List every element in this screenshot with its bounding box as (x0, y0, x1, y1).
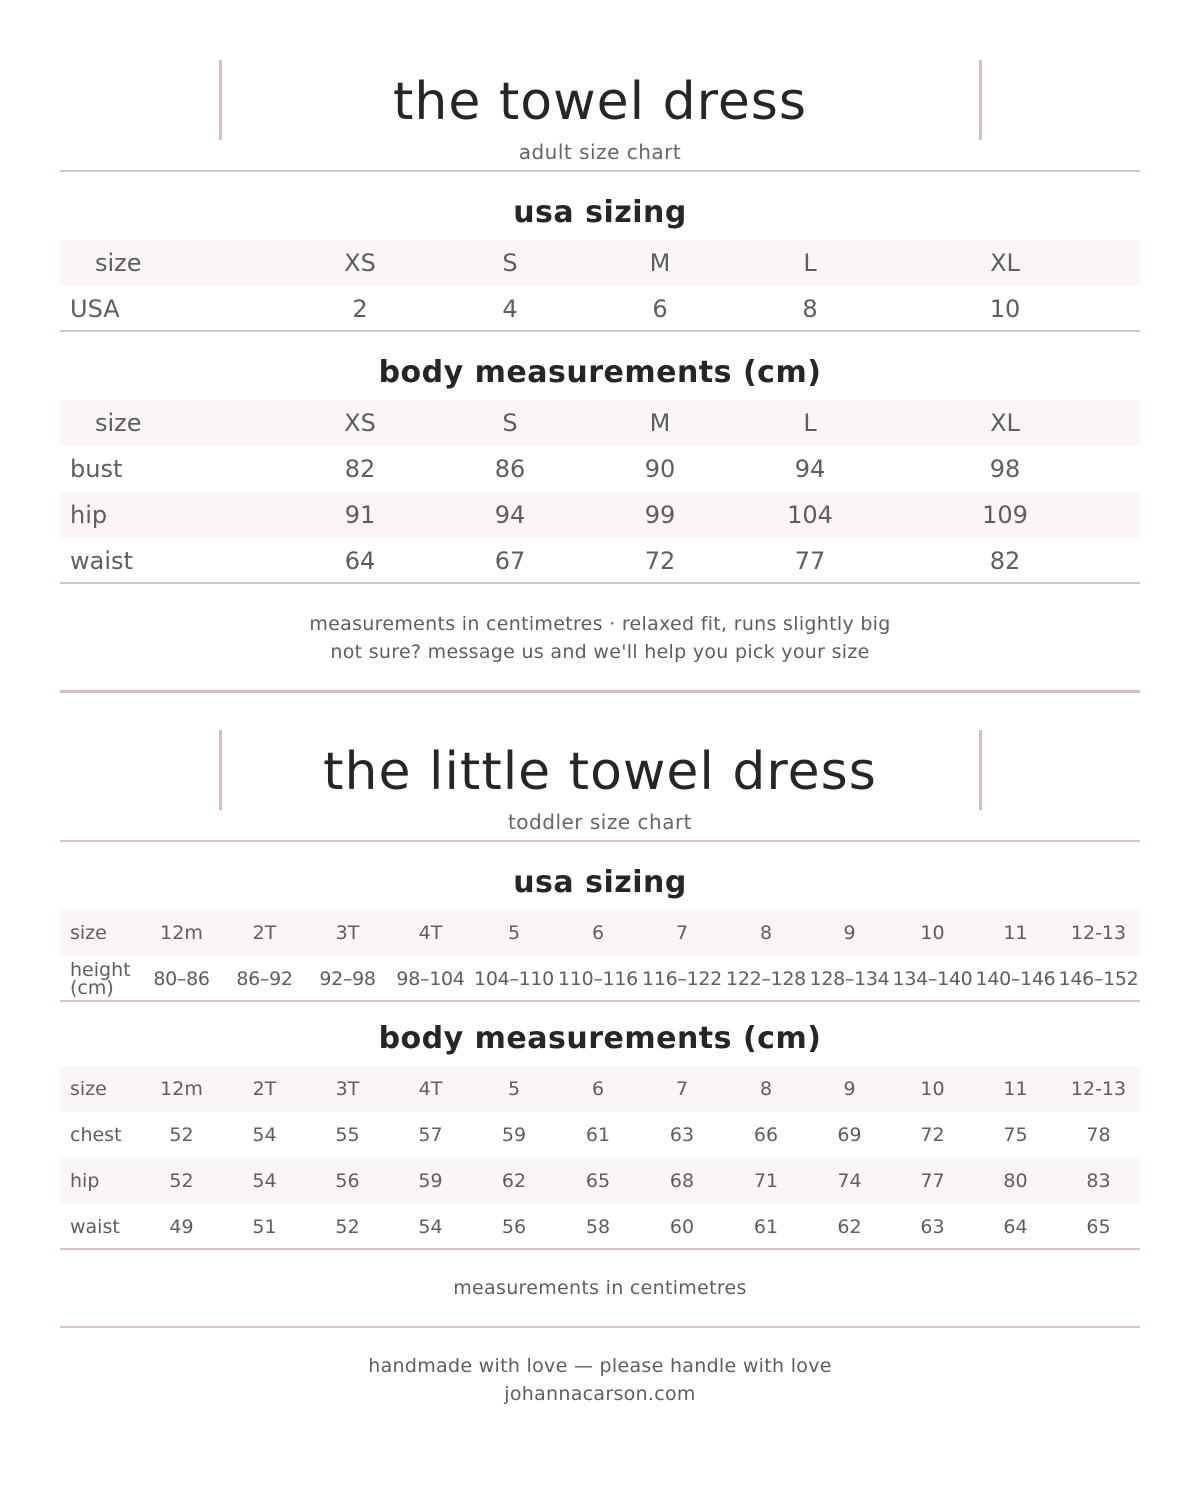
adult-subtitle: adult size chart (518, 140, 682, 164)
adult-usa-heading: usa sizing (513, 195, 687, 230)
table-cell: bust (70, 455, 123, 483)
table-header-row (60, 240, 1140, 286)
divider (60, 1248, 1140, 1250)
table-cell: 12-13 (1057, 910, 1140, 956)
table-cell: 64 (344, 547, 376, 575)
toddler-notes (60, 1274, 1140, 1302)
table-cell: 116–122 (642, 968, 722, 990)
table-cell: 67 (494, 547, 526, 575)
table-cell: 65 (1086, 1216, 1111, 1238)
table-row (60, 1158, 1140, 1204)
table-cell: 5 (472, 910, 556, 956)
section-divider (60, 690, 1140, 693)
table-cell: 62 (472, 1158, 556, 1204)
divider (60, 840, 1140, 842)
table-cell: 90 (644, 455, 676, 483)
table-cell: 69 (837, 1124, 862, 1146)
divider (60, 170, 1140, 172)
adult-note-line: not sure? message us and we'll help you pick your size (330, 641, 870, 663)
toddler-header (60, 742, 1140, 834)
table-cell: 63 (920, 1216, 945, 1238)
table-cell: 63 (669, 1124, 695, 1146)
table-cell: 2 (352, 295, 368, 323)
table-cell: waist (70, 547, 133, 575)
divider (60, 1326, 1140, 1328)
table-header-row (60, 1066, 1140, 1112)
adult-usa-table (60, 240, 1140, 332)
table-cell: 58 (585, 1216, 611, 1238)
table-cell: 99 (570, 492, 750, 538)
table-cell: 92–98 (319, 968, 376, 990)
table-cell: 57 (418, 1124, 443, 1146)
table-cell: 80–86 (153, 968, 210, 990)
table-cell: size (60, 240, 270, 286)
table-cell: 59 (501, 1124, 527, 1146)
table-cell: USA (70, 295, 120, 323)
table-cell: L (750, 240, 870, 286)
table-cell: 77 (891, 1158, 974, 1204)
table-cell: M (570, 240, 750, 286)
table-cell: 6 (556, 1066, 640, 1112)
table-row (60, 956, 1140, 1002)
table-cell: size (60, 400, 270, 446)
table-cell: 2T (223, 910, 306, 956)
table-header-row (60, 910, 1140, 956)
table-cell: size (60, 1066, 140, 1112)
table-cell: 54 (418, 1216, 443, 1238)
table-cell: 109 (870, 492, 1140, 538)
table-cell: 55 (335, 1124, 360, 1146)
toddler-note-line: measurements in centimetres (453, 1277, 747, 1299)
adult-body-table (60, 400, 1140, 584)
table-cell: 59 (389, 1158, 472, 1204)
table-cell: 86–92 (236, 968, 293, 990)
table-cell: 54 (252, 1124, 277, 1146)
table-cell: 56 (306, 1158, 389, 1204)
adult-notes (60, 610, 1140, 666)
table-cell: L (750, 400, 870, 446)
table-cell: 91 (270, 492, 450, 538)
table-cell: 104 (750, 492, 870, 538)
toddler-body-table (60, 1066, 1140, 1250)
table-header-row (60, 400, 1140, 446)
table-cell: M (570, 400, 750, 446)
table-cell: 11 (974, 1066, 1057, 1112)
toddler-subtitle: toddler size chart (507, 810, 693, 834)
table-cell: 52 (140, 1158, 223, 1204)
table-cell: 4T (389, 910, 472, 956)
table-cell: 72 (920, 1124, 945, 1146)
table-row (60, 492, 1140, 538)
table-cell: 9 (808, 1066, 891, 1112)
toddler-usa-table (60, 910, 1140, 1002)
table-cell: 54 (223, 1158, 306, 1204)
divider (60, 582, 1140, 584)
table-cell: 52 (169, 1124, 194, 1146)
table-cell: 66 (753, 1124, 779, 1146)
table-row (60, 1204, 1140, 1250)
table-cell: 7 (640, 910, 724, 956)
table-cell: 10 (891, 1066, 974, 1112)
table-cell: XS (270, 240, 450, 286)
table-cell: 12-13 (1057, 1066, 1140, 1112)
table-cell: 9 (808, 910, 891, 956)
table-cell: 80 (974, 1158, 1057, 1204)
adult-title: the towel dress (393, 72, 807, 132)
table-cell: 60 (669, 1216, 695, 1238)
table-cell: S (450, 400, 570, 446)
table-cell: 110–116 (558, 968, 638, 990)
toddler-usa-heading: usa sizing (513, 865, 687, 900)
table-row (60, 286, 1140, 332)
table-cell: 6 (652, 295, 668, 323)
table-row (60, 1112, 1140, 1158)
table-cell: 61 (753, 1216, 779, 1238)
table-cell: 4 (502, 295, 518, 323)
table-cell: 52 (335, 1216, 360, 1238)
table-cell: 71 (724, 1158, 808, 1204)
table-cell: 10 (989, 295, 1021, 323)
table-cell: 2T (223, 1066, 306, 1112)
table-cell: 8 (724, 910, 808, 956)
table-cell: 10 (891, 910, 974, 956)
table-cell: XS (270, 400, 450, 446)
table-cell: waist (70, 1216, 120, 1238)
table-cell: 146–152 (1058, 968, 1139, 990)
footer-tagline: handmade with love — please handle with love (368, 1355, 832, 1377)
toddler-body-heading: body measurements (cm) (378, 1021, 822, 1056)
table-cell: 3T (306, 1066, 389, 1112)
table-cell: 82 (344, 455, 376, 483)
table-cell: 8 (724, 1066, 808, 1112)
table-cell: 3T (306, 910, 389, 956)
table-cell: 5 (472, 1066, 556, 1112)
table-cell: 140–146 (975, 968, 1056, 990)
table-cell: 98 (989, 455, 1021, 483)
table-cell: chest (70, 1124, 122, 1146)
table-cell: 12m (140, 910, 223, 956)
table-cell: 65 (556, 1158, 640, 1204)
table-cell: 78 (1086, 1124, 1111, 1146)
table-cell: 61 (585, 1124, 611, 1146)
table-cell: 72 (644, 547, 676, 575)
table-cell: 77 (794, 547, 826, 575)
table-cell: XL (870, 240, 1140, 286)
table-cell: 4T (389, 1066, 472, 1112)
table-cell: 82 (989, 547, 1021, 575)
table-cell: 8 (802, 295, 818, 323)
table-cell: 51 (252, 1216, 277, 1238)
divider (60, 330, 1140, 332)
table-cell: 122–128 (726, 968, 806, 990)
table-cell: 56 (501, 1216, 527, 1238)
table-cell: 68 (640, 1158, 724, 1204)
table-cell: XL (870, 400, 1140, 446)
table-row (60, 538, 1140, 584)
table-cell: 75 (1003, 1124, 1028, 1146)
footer (60, 1352, 1140, 1408)
table-cell: 62 (837, 1216, 862, 1238)
table-cell: 128–134 (809, 968, 890, 990)
table-cell: 98–104 (396, 968, 465, 990)
table-cell: 86 (494, 455, 526, 483)
table-row (60, 446, 1140, 492)
table-cell: 7 (640, 1066, 724, 1112)
table-cell: 94 (794, 455, 826, 483)
adult-header (60, 72, 1140, 164)
toddler-title: the little towel dress (323, 742, 877, 802)
table-cell: hip (60, 1158, 140, 1204)
table-cell: 49 (169, 1216, 194, 1238)
table-cell: 134–140 (892, 968, 973, 990)
table-cell: 94 (450, 492, 570, 538)
table-cell: hip (60, 492, 270, 538)
adult-body-heading: body measurements (cm) (378, 355, 822, 390)
footer-website: johannacarson.com (504, 1383, 696, 1405)
table-cell: size (60, 910, 140, 956)
adult-note-line: measurements in centimetres · relaxed fit, runs slightly big (309, 613, 891, 635)
table-cell: 12m (140, 1066, 223, 1112)
table-cell: 74 (808, 1158, 891, 1204)
table-cell: 11 (974, 910, 1057, 956)
table-cell: height (cm) (70, 959, 131, 999)
table-cell: 83 (1057, 1158, 1140, 1204)
table-cell: 104–110 (474, 968, 554, 990)
table-cell: 64 (1003, 1216, 1028, 1238)
divider (60, 1000, 1140, 1002)
table-cell: S (450, 240, 570, 286)
table-cell: 6 (556, 910, 640, 956)
